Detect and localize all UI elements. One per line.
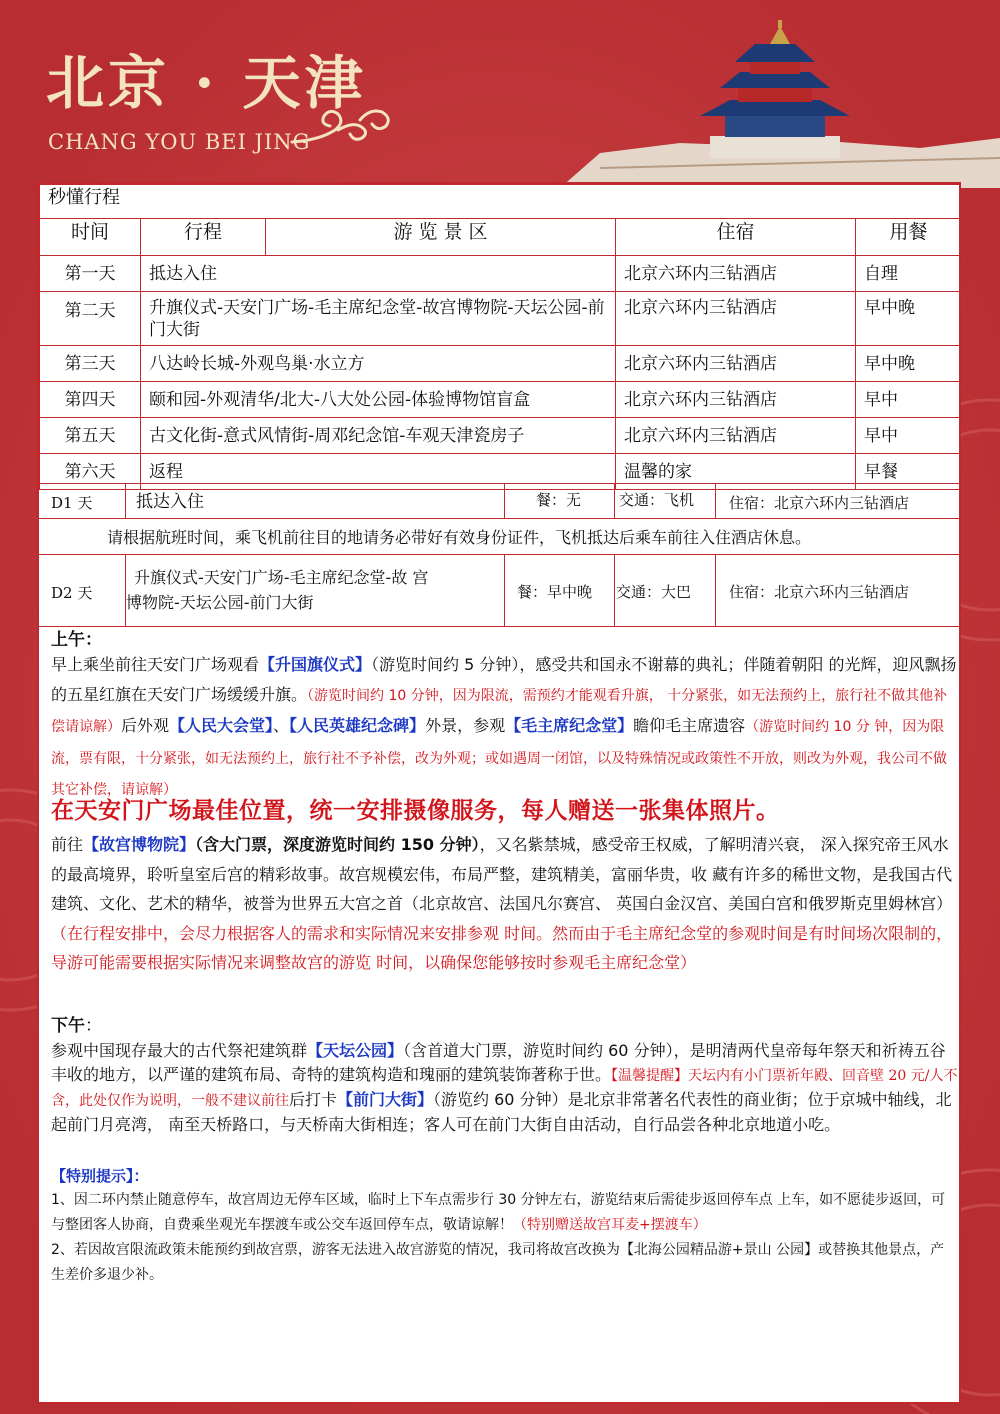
column-header-sights: 游 览 景 区 (266, 219, 616, 256)
qianmen-highlight: 【前门大街】 (337, 1090, 434, 1109)
mausoleum-highlight: 【毛主席纪念堂】 (505, 716, 634, 735)
row-day: 第四天 (40, 382, 141, 418)
page-title: 北京 · 天津 (46, 49, 367, 117)
row-meal: 早餐 (856, 454, 962, 490)
row-route: 颐和园-外观清华/北大-八大处公园-体验博物馆盲盒 (141, 382, 616, 418)
table-row (40, 454, 962, 490)
day1-title: 抵达入住 (136, 492, 204, 512)
row-route: 升旗仪式-天安门广场-毛主席纪念堂-故宫博物院-天坛公园-前门大街 (141, 292, 616, 346)
temple-of-heaven-highlight: 【天坛公园】 (307, 1041, 404, 1060)
morning-heading: 上午： (51, 630, 102, 650)
row-hotel: 北京六环内三钻酒店 (616, 346, 856, 382)
table-row (40, 292, 962, 346)
column-header-meal: 用餐 (856, 219, 962, 256)
row-day: 第二天 (40, 292, 141, 346)
day1-hotel: 住宿：北京六环内三钻酒店 (729, 494, 910, 512)
row-meal: 自理 (856, 256, 962, 292)
itinerary-panel (37, 182, 961, 1404)
day2-label: D2 天 (51, 584, 93, 602)
row-meal: 早中晚 (856, 346, 962, 382)
table-row (40, 382, 962, 418)
column-header-time: 时间 (40, 219, 141, 256)
row-meal: 早中 (856, 418, 962, 454)
day2-hotel: 住宿：北京六环内三钻酒店 (729, 583, 910, 601)
special-tips-heading: 【特别提示】： (51, 1167, 149, 1185)
day1-label: D1 天 (51, 494, 93, 512)
schedule-caption: 秒懂行程 (40, 185, 962, 219)
row-hotel: 北京六环内三钻酒店 (616, 418, 856, 454)
row-hotel: 北京六环内三钻酒店 (616, 292, 856, 346)
day2-title-line1: 升旗仪式-天安门广场-毛主席纪念堂-故 宫 (134, 568, 429, 587)
column-header-hotel: 住宿 (616, 219, 856, 256)
row-route: 抵达入住 (141, 256, 616, 292)
special-tip-2: 2、若因故宫限流政策未能预约到故宫票，游客无法进入故宫游览的情况，我司将故宫改换为【北海公园精品游+景山 公园】或替换其他景点，产生差价多退少补。 (51, 1242, 945, 1283)
row-hotel: 温馨的家 (616, 454, 856, 490)
row-hotel: 北京六环内三钻酒店 (616, 382, 856, 418)
monument-highlight: 【人民英雄纪念碑】 (289, 716, 426, 735)
morning-paragraph-1: 早上乘坐前往天安门广场观看【升国旗仪式】（游览时间约 5 分钟），感受共和国永不谢幕的典礼；伴随着朝阳 的光辉，迎风飘扬的五星红旗在天安门广场缓缓升旗。（游览时间约 10 分钟，因为限流，需预约才能观看升旗， 十分紧张，如无法预约上，旅行社不做其他补偿请谅解）后外观【人民大会堂】、【人民英雄纪念碑】外景，参观【毛主席纪念堂】瞻仰毛主席遗容（游览时间约 10 分 钟，因为限流，票有限，十分紧张，如无法预约上，旅行社不予补偿，改为外观；或如遇周一闭馆，以及特殊情况或政策性不开放，则改为外观，我公司不做其它补偿，请谅解） (51, 655, 957, 798)
row-route: 古文化街-意式风情街-周邓纪念馆-车观天津瓷房子 (141, 418, 616, 454)
table-row (40, 418, 962, 454)
row-day: 第三天 (40, 346, 141, 382)
row-route: 返程 (141, 454, 616, 490)
special-tip-1: 1、因二环内禁止随意停车，故宫周边无停车区域，临时上下车点需步行 30 分钟左右，游览结束后需徒步返回停车点 上车，如不愿徒步返回，可与整团客人协商，自费乘坐观光车摆渡车或公交车返回停车点，敬请谅解！（特别赠送故宫耳麦+摆渡车） (51, 1192, 946, 1233)
flag-ceremony-highlight: 【升国旗仪式】 (259, 655, 372, 674)
morning-paragraph-2: 前往【故宫博物院】（含大门票，深度游览时间约 150 分钟），又名紫禁城，感受帝王权威，了解明清兴衰， 深入探究帝王风水的最高境界，聆听皇室后宫的精彩故事。故宫规模宏伟，布局严整，建筑精美，富丽华贵，收 藏有许多的稀世文物，是我国古代建筑、文化、艺术的精华，被誉为世界五大宫之首（北京故宫、法国凡尔赛宫、 英国白金汉宫、美国白宫和俄罗斯克里姆林宫）（在行程安排中，会尽力根据客人的需求和实际情况来安排参观 时间。然而由于毛主席纪念堂的参观时间是有时间场次限制的，导游可能需要根据实际情况来调整故宫的游览 时间，以确保您能够按时参观毛主席纪念堂） (51, 835, 953, 972)
day2-transport: 交通：大巴 (616, 583, 692, 601)
forbidden-city-highlight: 【故宫博物院】 (83, 835, 196, 854)
day1-meal: 餐：无 (536, 491, 582, 509)
row-route: 八达岭长城-外观鸟巢·水立方 (141, 346, 616, 382)
row-hotel: 北京六环内三钻酒店 (616, 256, 856, 292)
row-meal: 早中 (856, 382, 962, 418)
auspicious-cloud-icon (290, 100, 400, 150)
day1-transport: 交通：飞机 (619, 491, 695, 509)
temple-of-heaven-illustration (560, 18, 1000, 188)
afternoon-heading: 下午： (51, 1016, 102, 1036)
row-day: 第五天 (40, 418, 141, 454)
page-subtitle: CHANG YOU BEI JING (48, 130, 311, 154)
photo-service-banner: 在天安门广场最佳位置，统一安排摄像服务，每人赠送一张集体照片。 (51, 798, 780, 824)
day1-description: 请根据航班时间，乘飞机前往目的地请务必带好有效身份证件，飞机抵达后乘车前往入住酒店休息。 (107, 528, 812, 547)
day2-meal: 餐：早中晚 (517, 583, 593, 601)
row-day: 第一天 (40, 256, 141, 292)
table-row (40, 256, 962, 292)
schedule-header-row (40, 219, 962, 256)
row-day: 第六天 (40, 454, 141, 490)
column-header-route: 行程 (141, 219, 266, 256)
table-row (40, 346, 962, 382)
day2-title-line2: 博物院-天坛公园-前门大街 (126, 593, 314, 612)
great-hall-highlight: 【人民大会堂】 (169, 716, 274, 735)
schedule-table (39, 184, 961, 490)
row-meal: 早中晚 (856, 292, 962, 346)
afternoon-paragraph: 参观中国现存最大的古代祭祀建筑群【天坛公园】（含首道大门票，游览时间约 60 分钟），是明清两代皇帝每年祭天和祈祷五谷丰收的地方，以严谨的建筑布局、奇特的建筑构造和瑰丽的建筑装饰著称于世。【温馨提醒】天坛内有小门票祈年殿、回音壁 20 元/人不含，此处仅作为说明，一般不建议前往后打卡【前门大街】（游览约 60 分钟）是北京非常著名代表性的商业街；位于京城中轴线，北起前门月亮湾， 南至天桥路口，与天桥南大街相连；客人可在前门大街自由活动，自行品尝各种北京地道小吃。 (51, 1041, 958, 1134)
